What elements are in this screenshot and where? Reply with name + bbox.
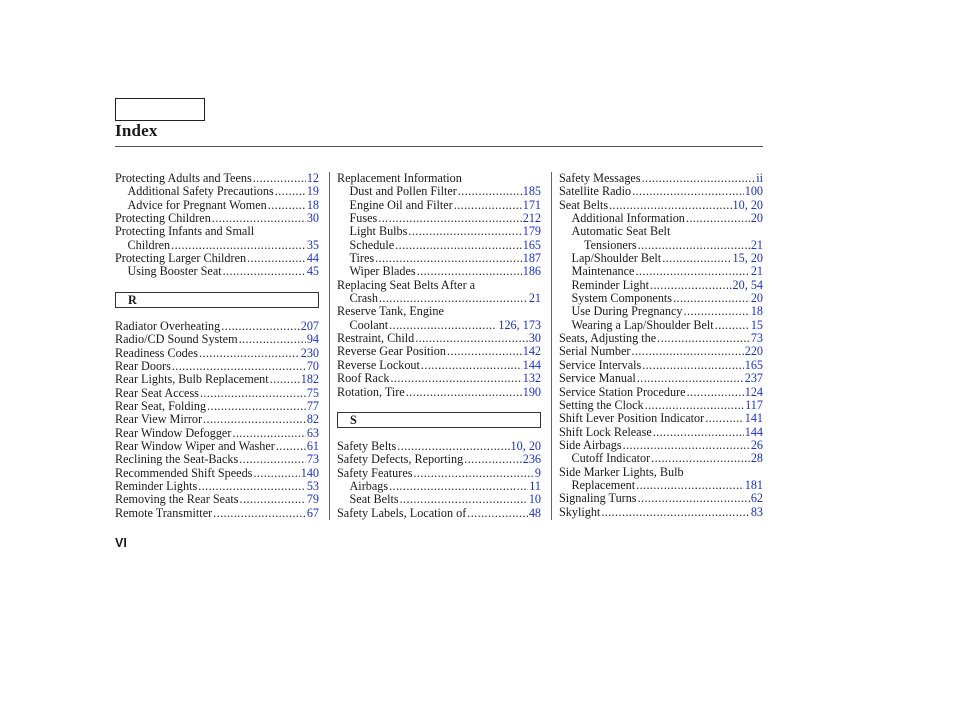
dot-leader	[400, 493, 528, 506]
index-entry-text: Safety Belts	[337, 439, 397, 454]
index-entry-page-link[interactable]: 62	[750, 491, 763, 506]
dot-leader	[609, 199, 731, 212]
index-entry-page-link[interactable]: 21	[750, 237, 763, 252]
index-entry-page-link[interactable]: 237	[744, 371, 763, 386]
index-entry-text: Schedule	[349, 237, 395, 252]
index-entry	[115, 333, 319, 346]
index-entry	[559, 452, 763, 465]
index-entry	[559, 199, 763, 212]
dot-leader	[636, 479, 744, 492]
dot-leader	[213, 507, 306, 520]
index-entry	[559, 172, 763, 185]
dot-leader	[395, 239, 522, 252]
index-entry-page-link[interactable]: 44	[306, 251, 319, 266]
dot-leader	[223, 265, 306, 278]
dot-leader	[642, 359, 743, 372]
dot-leader	[687, 386, 744, 399]
index-entry	[337, 199, 541, 212]
index-entry	[115, 493, 319, 506]
index-entry-page-link[interactable]: 20	[750, 211, 763, 226]
index-entry-page-link[interactable]: 30	[306, 211, 319, 226]
index-entry-text: Lap/Shoulder Belt	[571, 251, 662, 266]
index-entry	[559, 412, 763, 425]
index-entry-text: Crash	[349, 291, 378, 306]
index-entry-text: Restraint, Child	[337, 331, 415, 346]
dot-leader	[276, 440, 306, 453]
dot-leader	[253, 172, 306, 185]
index-entry	[559, 492, 763, 505]
index-entry-page-link[interactable]: ii	[756, 171, 763, 185]
index-entry-page-link[interactable]: 21	[750, 264, 763, 279]
index-entry	[337, 345, 541, 358]
index-entry-text: Safety Labels, Location of	[337, 505, 467, 520]
dot-leader	[171, 239, 306, 252]
index-entry	[559, 239, 763, 252]
index-entry-text: Reclining the Seat-Backs	[115, 452, 239, 467]
index-entry-text: Service Station Procedure	[559, 384, 686, 399]
dot-leader	[389, 319, 497, 332]
index-entry-page-link[interactable]: 126, 173	[498, 317, 541, 332]
dot-leader	[270, 373, 300, 386]
index-entry-text: Children	[127, 237, 171, 252]
index-entry	[559, 292, 763, 305]
index-entry	[115, 427, 319, 440]
index-entry-text: Airbags	[349, 479, 389, 494]
dot-leader	[232, 427, 305, 440]
index-entry-text: Readiness Codes	[115, 345, 198, 360]
index-entry-page-link[interactable]: 181	[744, 477, 763, 492]
index-entry-page-link[interactable]: 10, 20	[510, 439, 541, 454]
dot-leader	[212, 212, 306, 225]
index-entry	[115, 440, 319, 453]
index-entry-page-link[interactable]: 63	[306, 425, 319, 440]
index-entry	[559, 439, 763, 452]
index-entry-page-link[interactable]: 67	[306, 505, 319, 520]
index-entry-page-link[interactable]: 73	[750, 331, 763, 346]
index-entry	[115, 507, 319, 520]
dot-leader	[207, 400, 306, 413]
dot-leader	[715, 319, 750, 332]
index-entry-text: Wiper Blades	[349, 264, 416, 279]
dot-leader	[645, 399, 745, 412]
index-entry-page-link[interactable]: 18	[750, 304, 763, 319]
index-entry-text: Shift Lock Release	[559, 424, 652, 439]
index-entry	[115, 239, 319, 252]
index-entry-text: Service Manual	[559, 371, 636, 386]
index-entry	[337, 480, 541, 493]
index-entry-text: Rear Window Defogger	[115, 425, 232, 440]
index-entry-text: Rear Seat Access	[115, 385, 199, 400]
index-entry	[559, 305, 763, 318]
index-entry	[337, 212, 541, 225]
dot-leader	[623, 439, 750, 452]
index-entry-page-link[interactable]: 15, 20	[732, 251, 763, 266]
dot-leader	[662, 252, 731, 265]
dot-leader	[632, 185, 744, 198]
index-entry	[559, 185, 763, 198]
dot-leader	[464, 453, 521, 466]
index-entry	[115, 360, 319, 373]
index-entry-text: Skylight	[559, 504, 601, 519]
section-spacer	[115, 279, 319, 286]
dot-leader	[203, 413, 306, 426]
dot-leader	[651, 452, 750, 465]
index-entry-page-link[interactable]: 20	[750, 291, 763, 306]
index-entry-page-link[interactable]: 179	[522, 224, 541, 239]
index-entry-text: Roof Rack	[337, 371, 390, 386]
index-entry-text: Signaling Turns	[559, 491, 637, 506]
index-entry	[337, 225, 541, 238]
index-entry-text: Safety Messages	[559, 171, 641, 185]
index-entry-text: Serial Number	[559, 344, 631, 359]
index-entry-text: Automatic Seat Belt	[571, 224, 671, 239]
index-entry	[115, 252, 319, 265]
dot-leader	[375, 252, 522, 265]
index-entry-text: Rear Lights, Bulb Replacement	[115, 372, 269, 387]
index-entry	[559, 332, 763, 345]
index-entry-text: Using Booster Seat	[127, 264, 222, 279]
index-entry	[115, 387, 319, 400]
index-entry	[115, 199, 319, 212]
index-entry-text: Use During Pregnancy	[571, 304, 683, 319]
dot-leader	[397, 440, 509, 453]
index-entry	[559, 426, 763, 439]
index-entry-text: Service Intervals	[559, 357, 642, 372]
dot-leader	[406, 386, 522, 399]
index-entry-text: Recommended Shift Speeds	[115, 465, 253, 480]
index-entry-text: Cutoff Indicator	[571, 451, 651, 466]
index-entry-page-link[interactable]: 45	[306, 264, 319, 279]
index-entry-page-link[interactable]: 142	[522, 344, 541, 359]
index-entry	[559, 386, 763, 399]
dot-leader	[239, 333, 306, 346]
index-entry-text: Additional Safety Precautions	[127, 184, 274, 199]
index-entry-text: Replacement	[571, 477, 636, 492]
dot-leader	[686, 212, 750, 225]
index-entry-page-link[interactable]: 10, 20	[732, 197, 763, 212]
index-entry-page-link[interactable]: 20, 54	[732, 277, 763, 292]
index-entry-text: Safety Defects, Reporting	[337, 452, 464, 467]
dot-leader	[378, 212, 521, 225]
dot-leader	[467, 507, 528, 520]
index-entry-page-link[interactable]: 220	[744, 344, 763, 359]
header-tab-box	[115, 98, 205, 121]
dot-leader	[247, 252, 306, 265]
index-entry-page-link[interactable]: 117	[745, 397, 763, 412]
index-entry	[559, 479, 763, 492]
index-entry-text: Seat Belts	[349, 492, 399, 507]
index-entry-page-link[interactable]: 79	[306, 492, 319, 507]
index-entry	[559, 265, 763, 278]
dot-leader	[705, 412, 744, 425]
dot-leader	[454, 199, 522, 212]
index-entry-page-link[interactable]: 212	[522, 211, 541, 226]
index-entry-text: Satellite Radio	[559, 184, 632, 199]
index-entry	[115, 347, 319, 360]
index-entry-page-link[interactable]: 236	[522, 452, 541, 467]
index-entry-text: Setting the Clock	[559, 397, 644, 412]
dot-leader	[415, 332, 528, 345]
index-entry-page-link[interactable]: 10	[528, 492, 541, 507]
index-entry-page-link[interactable]: 70	[306, 358, 319, 373]
index-entry	[559, 359, 763, 372]
index-entry-text: Wearing a Lap/Shoulder Belt	[571, 317, 714, 332]
index-entry	[559, 399, 763, 412]
index-entry-text: Seat Belts	[559, 197, 609, 212]
index-entry	[559, 345, 763, 358]
dot-leader	[638, 239, 750, 252]
index-entry-text: Rear Doors	[115, 358, 171, 373]
index-entry-text: Reserve Tank, Engine	[337, 304, 444, 319]
index-entry-page-link[interactable]: 11	[529, 479, 541, 494]
index-entry-page-link[interactable]: 144	[744, 424, 763, 439]
index-entry-page-link[interactable]: 82	[306, 412, 319, 427]
dot-leader	[239, 453, 306, 466]
index-entry-text: Additional Information	[571, 211, 685, 226]
dot-leader	[673, 292, 750, 305]
index-entry-text: Protecting Children	[115, 211, 211, 226]
index-entry-page-link[interactable]: 73	[306, 452, 319, 467]
index-entry	[559, 372, 763, 385]
index-entry	[115, 480, 319, 493]
dot-leader	[637, 372, 744, 385]
index-entry-page-link[interactable]: 100	[744, 184, 763, 199]
dot-leader	[268, 199, 306, 212]
index-entry-page-link[interactable]: 19	[306, 184, 319, 199]
index-entry	[337, 185, 541, 198]
title-rule	[115, 146, 763, 147]
index-entry-page-link[interactable]: 144	[522, 357, 541, 372]
index-column-1	[115, 172, 319, 520]
dot-leader	[657, 332, 750, 345]
dot-leader	[653, 426, 744, 439]
index-entry-page-link[interactable]: 207	[300, 318, 319, 333]
dot-leader	[650, 279, 732, 292]
index-entry-text: Shift Lever Position Indicator	[559, 411, 705, 426]
index-entry-page-link[interactable]: 61	[306, 439, 319, 454]
index-entry-text: Remote Transmitter	[115, 505, 213, 520]
index-entry-page-link[interactable]: 186	[522, 264, 541, 279]
index-entry-text: Safety Features	[337, 465, 413, 480]
index-entry-page-link[interactable]: 182	[300, 372, 319, 387]
dot-leader	[417, 265, 522, 278]
index-entry-text: Seats, Adjusting the	[559, 331, 657, 346]
dot-leader	[172, 360, 306, 373]
index-entry-page-link[interactable]: 21	[528, 291, 541, 306]
index-column-2	[337, 172, 541, 520]
index-entry-page-link[interactable]: 48	[528, 505, 541, 520]
index-entry-page-link[interactable]: 77	[306, 399, 319, 413]
dot-leader	[413, 467, 533, 480]
column-divider-1	[329, 172, 330, 520]
index-entry-page-link[interactable]: 30	[528, 331, 541, 346]
index-entry-text: System Components	[571, 291, 673, 306]
index-entry-page-link[interactable]: 124	[744, 384, 763, 399]
index-entry-page-link[interactable]: 53	[306, 479, 319, 494]
index-entry	[559, 212, 763, 225]
index-entry-page-link[interactable]: 9	[534, 465, 541, 480]
index-entry	[559, 319, 763, 332]
index-entry-page-link[interactable]: 18	[306, 197, 319, 212]
index-entry-text: Reverse Gear Position	[337, 344, 446, 359]
dot-leader	[200, 387, 306, 400]
dot-leader	[379, 292, 528, 305]
index-entry-page-link[interactable]: 165	[744, 357, 763, 372]
index-entry	[337, 265, 541, 278]
dot-leader	[601, 506, 750, 519]
index-entry-text: Radio/CD Sound System	[115, 332, 238, 347]
index-entry-text: Reminder Lights	[115, 479, 198, 494]
index-entry	[115, 265, 319, 278]
dot-leader	[447, 345, 522, 358]
dot-leader	[408, 225, 521, 238]
dot-leader	[390, 372, 521, 385]
index-entry	[337, 493, 541, 506]
index-entry-page-link[interactable]: 165	[522, 237, 541, 252]
index-entry-text: Light Bulbs	[349, 224, 408, 239]
dot-leader	[198, 480, 306, 493]
section-header-s: S	[337, 412, 541, 428]
page-title: Index	[115, 121, 158, 140]
index-entry	[337, 467, 541, 480]
index-entry	[115, 172, 319, 185]
dot-leader	[389, 480, 528, 493]
index-entry	[337, 507, 541, 520]
index-entry-page-link[interactable]: 171	[522, 197, 541, 212]
index-entry	[115, 185, 319, 198]
index-entry-text: Protecting Larger Children	[115, 251, 247, 266]
index-entry-text: Reminder Light	[571, 277, 650, 292]
index-entry-text: Reverse Lockout	[337, 357, 420, 372]
index-entry-page-link[interactable]: 185	[522, 184, 541, 199]
index-entry-text: Dust and Pollen Filter	[349, 184, 457, 199]
dot-leader	[631, 345, 743, 358]
index-entry-page-link[interactable]: 190	[522, 384, 541, 399]
dot-leader	[642, 172, 756, 185]
index-entry	[337, 252, 541, 265]
index-entry-page-link[interactable]: 12	[306, 171, 319, 185]
index-entry-text: Engine Oil and Filter	[349, 197, 453, 212]
index-entry	[337, 319, 541, 332]
index-entry	[115, 467, 319, 480]
dot-leader	[240, 493, 306, 506]
index-entry	[115, 320, 319, 333]
index-entry	[337, 305, 541, 318]
dot-leader	[253, 467, 299, 480]
index-entry	[337, 440, 541, 453]
index-entry-text: Tires	[349, 251, 375, 266]
dot-leader	[421, 359, 522, 372]
index-entry-text: Replacement Information	[337, 171, 462, 185]
dot-leader	[638, 492, 750, 505]
index-entry	[337, 172, 541, 185]
index-entry-text: Side Marker Lights, Bulb	[559, 464, 684, 479]
dot-leader	[635, 265, 749, 278]
index-entry	[337, 279, 541, 292]
index-entry	[559, 466, 763, 479]
index-entry	[559, 506, 763, 519]
index-entry-text: Protecting Infants and Small	[115, 224, 255, 239]
index-entry	[115, 373, 319, 386]
dot-leader	[275, 185, 306, 198]
index-entry-page-link[interactable]: 83	[750, 504, 763, 519]
dot-leader	[458, 185, 522, 198]
page-number: VI	[115, 536, 127, 550]
dot-leader	[221, 320, 299, 333]
index-entry	[559, 225, 763, 238]
index-entry-text: Replacing Seat Belts After a	[337, 277, 476, 292]
index-entry-page-link[interactable]: 35	[306, 237, 319, 252]
index-entry-text: Rear Seat, Folding	[115, 399, 207, 413]
index-entry	[337, 359, 541, 372]
index-entry	[115, 400, 319, 413]
index-entry	[115, 413, 319, 426]
index-entry	[337, 292, 541, 305]
index-entry	[115, 225, 319, 238]
section-header-r: R	[115, 292, 319, 308]
index-entry-text: Radiator Overheating	[115, 318, 221, 333]
index-entry-text: Advice for Pregnant Women	[127, 197, 267, 212]
index-entry	[337, 332, 541, 345]
index-entry-text: Coolant	[349, 317, 389, 332]
column-divider-2	[551, 172, 552, 520]
dot-leader	[199, 347, 300, 360]
index-entry-text: Rear View Mirror	[115, 412, 203, 427]
index-entry	[559, 252, 763, 265]
index-entry	[337, 386, 541, 399]
index-entry-page-link[interactable]: 75	[306, 385, 319, 400]
index-entry-page-link[interactable]: 28	[750, 451, 763, 466]
index-entry	[559, 279, 763, 292]
index-entry-page-link[interactable]: 15	[750, 317, 763, 332]
index-entry-text: Rotation, Tire	[337, 384, 405, 399]
index-entry-page-link[interactable]: 94	[306, 332, 319, 347]
index-entry-text: Fuses	[349, 211, 378, 226]
index-entry-page-link[interactable]: 140	[300, 465, 319, 480]
index-entry-page-link[interactable]: 141	[744, 411, 763, 426]
index-entry-page-link[interactable]: 187	[522, 251, 541, 266]
index-entry	[337, 239, 541, 252]
index-entry	[337, 453, 541, 466]
dot-leader	[684, 305, 750, 318]
index-entry-text: Removing the Rear Seats	[115, 492, 239, 507]
index-entry-page-link[interactable]: 230	[300, 345, 319, 360]
index-entry	[337, 372, 541, 385]
index-entry-page-link[interactable]: 26	[750, 437, 763, 452]
index-column-3	[559, 172, 763, 519]
section-spacer	[337, 399, 541, 406]
index-entry-text: Side Airbags	[559, 437, 622, 452]
index-entry-text: Tensioners	[584, 237, 637, 252]
index-entry-page-link[interactable]: 132	[522, 371, 541, 386]
index-entry	[115, 453, 319, 466]
index-entry-text: Protecting Adults and Teens	[115, 171, 252, 185]
index-entry-text: Maintenance	[571, 264, 635, 279]
index-entry-text: Rear Window Wiper and Washer	[115, 439, 275, 454]
index-entry	[115, 212, 319, 225]
